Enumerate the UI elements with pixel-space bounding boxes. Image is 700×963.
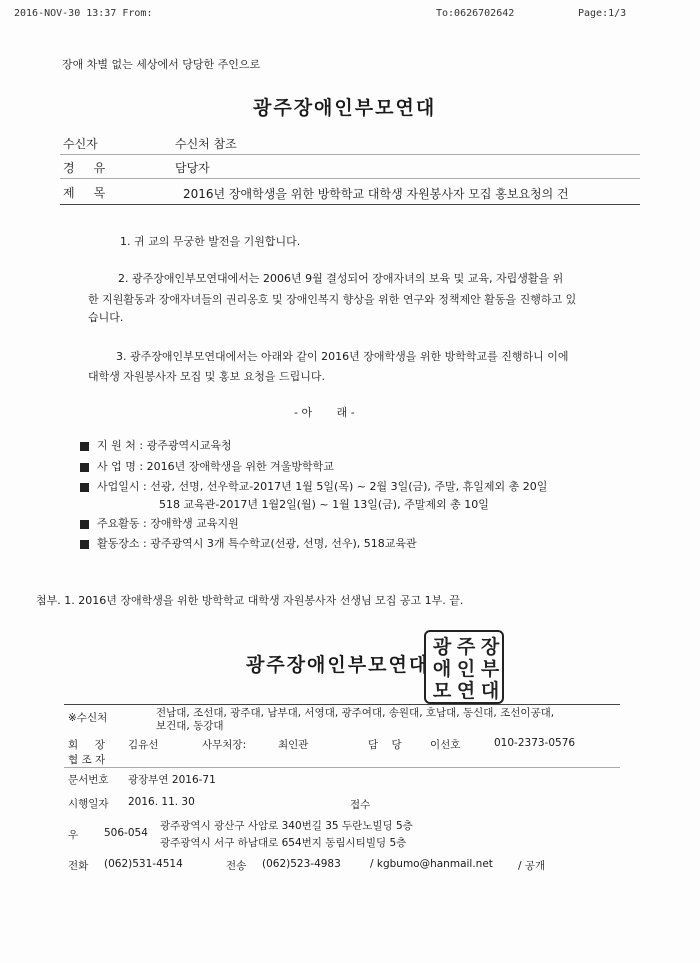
item-activity <box>80 515 239 531</box>
paragraph-2-line-3: 습니다. <box>88 311 124 324</box>
paragraph-3-line-2: 대학생 자원봉사자 모집 및 홍보 요청을 드립니다. <box>88 370 325 383</box>
footer-tel: (062)531-4514 <box>104 858 183 870</box>
footer-email: / kgbumo@hanmail.net <box>370 858 493 870</box>
org-title: 광주장애인부모연대 <box>253 97 437 119</box>
footer-public: / 공개 <box>518 860 546 872</box>
official-seal: 광 주 장 애 인 부 모 연 대 <box>424 630 504 704</box>
item-activity-value: : 장애학생 교육지원 <box>143 517 239 530</box>
meta-label-via: 경 유 <box>63 161 106 175</box>
item-project <box>80 458 334 474</box>
paragraph-2-line-2: 한 지원활동과 장애자녀들의 권리옹호 및 장애인복지 향상을 위한 연구와 정책제안 활동을 진행하고 있 <box>88 293 577 306</box>
paragraph-1: 1. 귀 교의 무궁한 발전을 기원합니다. <box>120 235 301 248</box>
meta-value-recipient: 수신처 참조 <box>175 137 237 151</box>
bullet-icon <box>80 463 89 472</box>
bullet-icon <box>80 540 89 549</box>
item-activity-label: 주요활동 <box>97 517 140 530</box>
footer-chair-label: 회 장 <box>68 739 105 751</box>
footer-address-2: 광주광역시 서구 하남대로 654번지 동림시티빌딩 5층 <box>160 837 407 849</box>
footer-docno: 광장부연 2016-71 <box>128 774 216 786</box>
item-location-value: : 광주광역시 3개 특수학교(선광, 선명, 선우), 518교육관 <box>143 537 417 550</box>
footer-address-1: 광주광역시 광산구 사암로 340번길 35 두란노빌딩 5층 <box>160 820 413 832</box>
attachment-note: 첨부. 1. 2016년 장애학생을 위한 방학학교 대학생 자원봉사자 선생님 모집 공고 1부. 끝. <box>36 594 464 607</box>
item-project-label: 사 업 명 <box>97 460 136 473</box>
item-location-label: 활동장소 <box>97 537 140 550</box>
paragraph-3-line-1: 3. 광주장애인부모연대에서는 아래와 같이 2016년 장애학생을 위한 방학학교를 진행하니 이에 <box>116 350 569 363</box>
item-project-value: : 2016년 장애학생을 위한 겨울방학학교 <box>139 460 334 473</box>
item-support <box>80 437 232 453</box>
fax-header-page: Page:1/3 <box>578 8 627 19</box>
meta-value-subject: 2016년 장애학생을 위한 방학학교 대학생 자원봉사자 모집 홍보요청의 건 <box>183 187 569 201</box>
fax-header-recipient: To:0626702642 <box>436 8 515 19</box>
meta-label-recipient: 수신자 <box>63 137 98 151</box>
footer-staff-label: 담 당 <box>368 739 402 751</box>
item-schedule-label: 사업일시 <box>97 480 140 493</box>
footer-fax-label: 전송 <box>226 860 247 872</box>
footer-chair: 김유선 <box>128 739 159 751</box>
below-mark: - 아 래 - <box>294 406 355 419</box>
signature-org: 광주장애인부모연대 <box>246 654 430 676</box>
recipients-line-1: 전남대, 조선대, 광주대, 남부대, 서영대, 광주여대, 송원대, 호남대, 동신대, 조선이공대, <box>156 707 555 719</box>
footer-mobile: 010-2373-0576 <box>494 737 576 749</box>
slogan: 장애 차별 없는 세상에서 당당한 주인으로 <box>62 58 261 71</box>
footer-staff: 이선호 <box>430 739 461 751</box>
recipients-line-2: 보건대, 동강대 <box>156 720 224 732</box>
footer-zip-label: 우 <box>68 829 79 841</box>
bullet-icon <box>80 483 89 492</box>
footer-date-label: 시행일자 <box>68 798 109 810</box>
footer-fax: (062)523-4983 <box>262 858 341 870</box>
footer-secgen-label: 사무처장: <box>202 739 247 751</box>
footer-zip: 506-054 <box>104 827 148 839</box>
bullet-icon <box>80 520 89 529</box>
paragraph-2-line-1: 2. 광주장애인부모연대에서는 2006년 9월 결성되어 장애자녀의 보육 및 교육, 자립생활을 위 <box>118 272 564 285</box>
footer-docno-label: 문서번호 <box>68 774 109 786</box>
item-schedule-line-2: 518 교육관-2017년 1월2일(월) ~ 1월 13일(금), 주말제외 총 10일 <box>159 498 489 511</box>
footer-secgen: 최인관 <box>278 739 309 751</box>
footer-receipt-label: 접수 <box>350 799 371 811</box>
item-support-value: : 광주광역시교육청 <box>139 439 232 452</box>
footer-date: 2016. 11. 30 <box>128 796 195 808</box>
item-schedule <box>80 478 547 494</box>
item-support-label: 지 원 처 <box>97 439 136 452</box>
item-schedule-value: : 선광, 선명, 선우학교-2017년 1월 5일(목) ~ 2월 3일(금), 주말, 휴일제외 총 20일 <box>143 480 548 493</box>
footer-tel-label: 전화 <box>68 860 89 872</box>
fax-header-sender: 2016-NOV-30 13:37 From: <box>14 8 153 19</box>
recipients-label: ※수신처 <box>68 712 108 724</box>
footer-coop-label: 협 조 자 <box>68 754 106 766</box>
bullet-icon <box>80 442 89 451</box>
item-location <box>80 535 417 551</box>
meta-value-via: 담당자 <box>175 161 210 175</box>
meta-label-subject: 제 목 <box>63 186 106 200</box>
